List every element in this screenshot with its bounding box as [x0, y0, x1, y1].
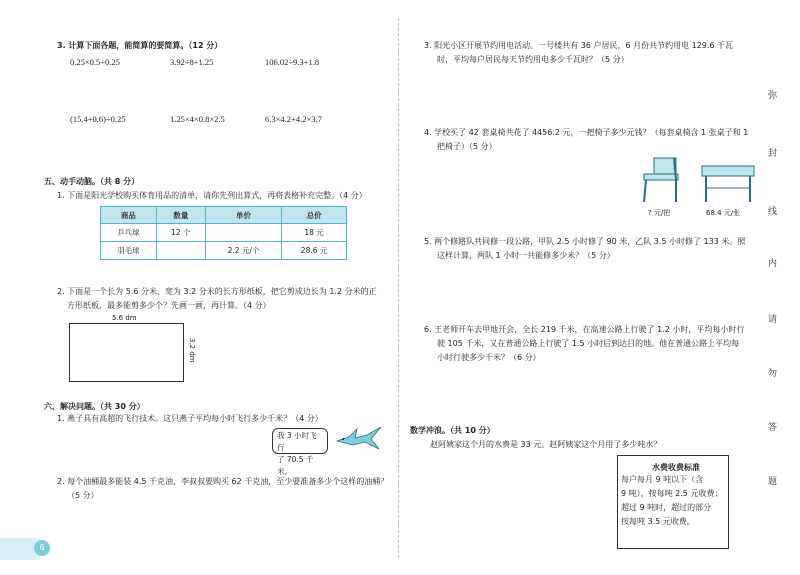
expr-2: 3.92÷8÷1.25 — [170, 57, 214, 67]
r-q6-line2: 驶 105 千米，又在普通公路上行驶了 1.5 小时后到达目的地。他在普通公路上平均每 — [437, 339, 740, 348]
table-row — [101, 242, 347, 260]
desk-icon — [700, 164, 756, 204]
expr-4: (15.4+0.6)÷0.25 — [70, 114, 126, 124]
r-q4-line2: 把椅子）（5 分） — [437, 142, 497, 151]
challenge-title: 数学冲浪。（共 10 分） — [410, 426, 495, 435]
bubble-line-2: 了 70.5 千米。 — [277, 455, 314, 476]
q3-title: 3. 计算下面各题，能简算的要简算。（12 分） — [57, 41, 223, 50]
board-line-4: 按每吨 3.5 元收费。 — [621, 517, 695, 526]
sec6-q2-line1: 2. 每个油桶最多能装 4.5 千克油，李叔叔要购买 62 千克油，至少要准备多少个这样的油桶？ — [57, 477, 389, 486]
r-q3-line1: 3. 阳光小区开展节约用电活动。一号楼共有 36 户居民，6 月份共节约用电 129.6 千瓦 — [424, 41, 734, 50]
rect-height-label: 3.2 dm — [188, 338, 196, 363]
sec6-q2-line2: （5 分） — [67, 491, 99, 500]
challenge-question: 赵阿姨家这个月的水费是 33 元。赵阿姨家这个月用了多少吨水？ — [430, 440, 662, 449]
table-cell: 2.2 元/个 — [205, 242, 281, 260]
sec5-q1-text: 1. 下面是阳光学校购买体育用品的清单，请你先列出算式，再将表格补充完整。（4 分） — [57, 191, 367, 200]
board-line-1: 每户每月 9 吨以下（含 — [621, 475, 704, 484]
seal-char: 封 — [768, 149, 778, 159]
r-q6-line1: 6. 王老师开车去甲地开会，全长 219 千米，在高速公路上行驶了 1.2 小时，平均每小时行 — [424, 325, 745, 334]
table-header: 总价 — [282, 207, 347, 224]
table-cell: 羽毛球 — [101, 242, 157, 260]
r-q3-line2: 时，平均每户居民每天节约用电多少千瓦时？（5 分） — [437, 55, 629, 64]
expr-5: 1.25×4×0.8×2.5 — [170, 114, 225, 124]
seal-char: 答 — [768, 423, 778, 433]
expr-3: 106.02÷9.3+1.8 — [265, 57, 320, 67]
rectangle-diagram — [69, 323, 184, 382]
r-q6-line3: 小时行驶多少千米？（6 分） — [437, 353, 541, 362]
page-number: 6 — [34, 540, 50, 556]
seal-char: 弥 — [768, 91, 778, 101]
desk-price: 68.4 元/张 — [706, 209, 741, 217]
swallow-icon — [335, 425, 383, 453]
r-q5-line1: 5. 两个修路队共同修一段公路，甲队 2.5 小时修了 90 米，乙队 3.5 小时修了 133 米。照 — [424, 237, 746, 246]
table-row — [101, 224, 347, 242]
sec5-q2-line1: 2. 下面是一个长为 5.6 分米、宽为 3.2 分米的长方形纸板，把它剪成边长为 1.2 分米的正 — [57, 287, 377, 296]
seal-char: 内 — [768, 259, 778, 269]
rect-width-label: 5.6 dm — [112, 314, 137, 322]
chair-price: ? 元/把 — [648, 209, 671, 217]
expr-6: 6.3×4.2+4.2×3.7 — [265, 114, 322, 124]
board-title: 水费收费标准 — [652, 463, 700, 472]
seal-char: 勿 — [768, 369, 778, 379]
seal-char: 线 — [768, 207, 778, 217]
sec5-q2-line2: 方形纸板，最多能剪多少个？先画一画，再计算。（4 分） — [67, 301, 271, 310]
table-header: 商品 — [101, 207, 157, 224]
price-table — [100, 206, 347, 260]
table-cell: 12 个 — [156, 224, 205, 242]
table-cell: 18 元 — [282, 224, 347, 242]
r-q4-line1: 4. 学校买了 42 套桌椅共花了 4456.2 元，一把椅子多少元钱？（每套桌椅含 1 张桌子和 1 — [424, 128, 749, 137]
chair-icon — [636, 156, 686, 204]
table-cell: 乒乓球 — [101, 224, 157, 242]
seal-char: 题 — [768, 477, 778, 487]
expr-1: 0.25×0.5÷0.25 — [70, 57, 120, 67]
table-header-row — [101, 207, 347, 224]
speech-bubble — [272, 428, 328, 476]
bubble-line-1: 我 3 小时飞行 — [277, 431, 317, 452]
board-line-2: 9 吨），按每吨 2.5 元收费； — [621, 489, 723, 498]
section-5-title: 五、动手动脑。（共 8 分） — [44, 177, 140, 186]
seal-char: 请 — [768, 315, 778, 325]
board-line-3: 超过 9 吨时，超过的部分 — [621, 503, 712, 512]
r-q5-line2: 这样计算，两队 1 小时一共能修多少米？（5 分） — [437, 251, 615, 260]
column-divider — [398, 18, 399, 558]
table-header: 数量 — [156, 207, 205, 224]
sec6-q1-text: 1. 燕子具有高超的飞行技术。这只燕子平均每小时飞行多少千米？（4 分） — [57, 414, 323, 423]
table-cell — [205, 224, 281, 242]
table-header: 单价 — [205, 207, 281, 224]
section-6-title: 六、解决问题。（共 30 分） — [44, 402, 145, 411]
seal-column — [760, 0, 800, 575]
table-cell — [156, 242, 205, 260]
table-cell: 28.6 元 — [282, 242, 347, 260]
